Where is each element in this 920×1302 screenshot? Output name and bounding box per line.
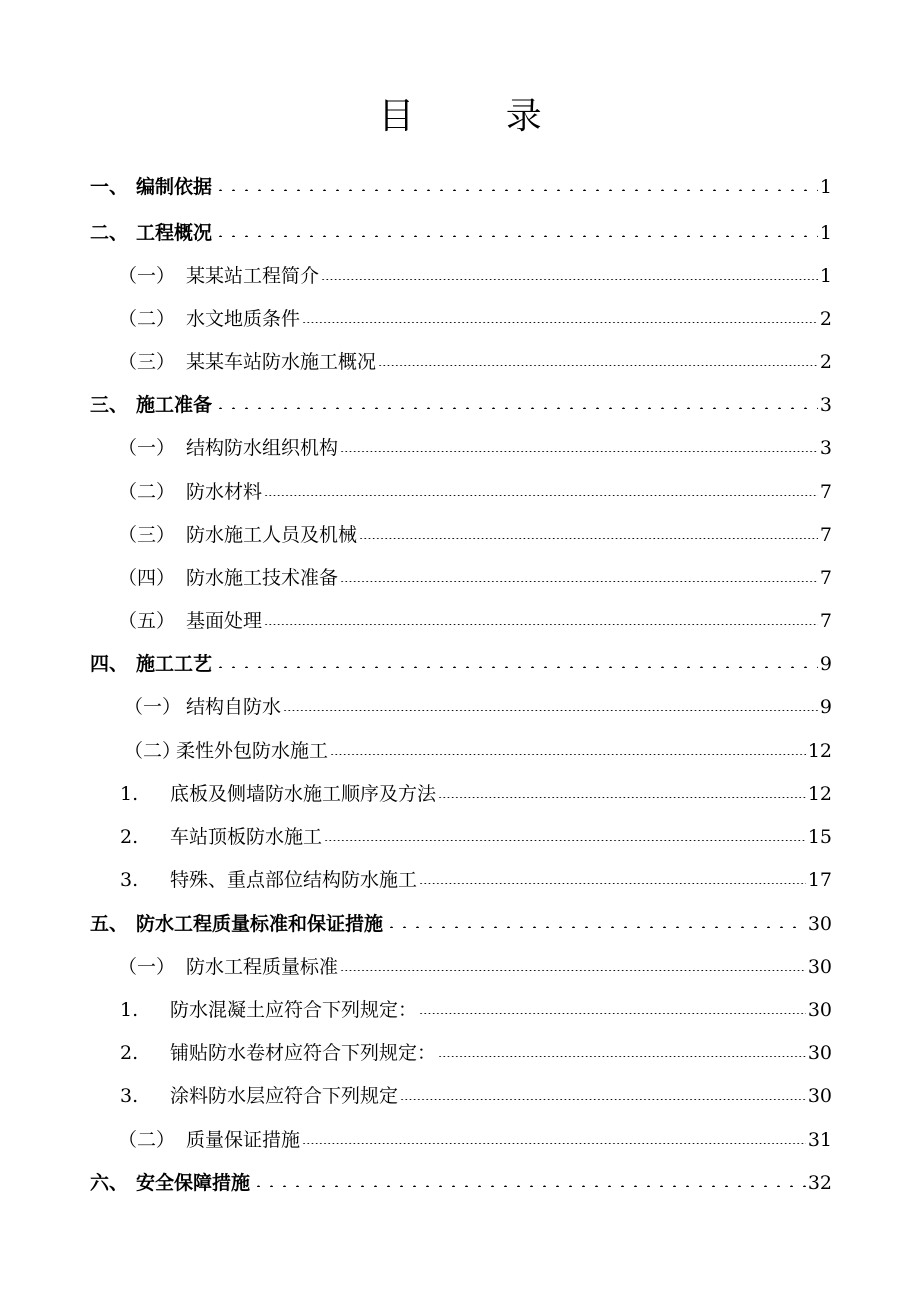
- toc-entry[interactable]: [120, 1081, 832, 1111]
- toc-entry-page: 32: [807, 1172, 832, 1194]
- toc-entry-number: 2.: [120, 1042, 139, 1064]
- toc-entry-title: 结构自防水: [186, 696, 282, 718]
- toc-entry[interactable]: [90, 218, 832, 248]
- toc-entry-page: 7: [819, 524, 832, 546]
- toc-entry-title: 特殊、重点部位结构防水施工: [170, 869, 418, 891]
- toc-entry-number: 1.: [120, 999, 139, 1021]
- toc-dot-leader: [340, 568, 818, 582]
- toc-dot-leader: [214, 177, 818, 191]
- toc-entry-number: 二、: [90, 222, 129, 244]
- toc-entry[interactable]: [118, 952, 832, 982]
- toc-entry-title: 车站顶板防水施工: [170, 826, 323, 848]
- toc-entry[interactable]: [118, 563, 832, 593]
- toc-entry[interactable]: [120, 995, 832, 1025]
- toc-entry[interactable]: [124, 692, 832, 722]
- toc-entry[interactable]: [120, 865, 832, 895]
- toc-dot-leader: [378, 352, 818, 366]
- toc-entry-page: 1: [819, 222, 832, 244]
- toc-entry-page: 3: [819, 394, 832, 416]
- toc-entry[interactable]: [124, 736, 832, 766]
- toc-entry-title: 施工工艺: [136, 653, 213, 675]
- toc-entry-title: 柔性外包防水施工: [176, 740, 329, 762]
- toc-entry[interactable]: [120, 779, 832, 809]
- toc-entry-number: （一）: [118, 265, 176, 287]
- toc-entry-title: 结构防水组织机构: [186, 437, 339, 459]
- toc-entry-number: （二）: [124, 740, 182, 762]
- toc-entry-title: 水文地质条件: [186, 308, 301, 330]
- toc-dot-leader: [324, 827, 806, 841]
- toc-entry-page: 12: [807, 740, 832, 762]
- toc-entry-title: 安全保障措施: [136, 1172, 251, 1194]
- toc-entry[interactable]: [90, 909, 832, 939]
- toc-entry-page: 31: [807, 1129, 832, 1151]
- toc-dot-leader: [264, 482, 818, 496]
- toc-entry-number: （三）: [118, 351, 176, 373]
- toc-entry[interactable]: [120, 1038, 832, 1068]
- toc-entry-page: 17: [807, 869, 832, 891]
- toc-entry-title: 基面处理: [186, 610, 263, 632]
- toc-entry[interactable]: [90, 1168, 832, 1198]
- toc-entry-number: （二）: [118, 308, 176, 330]
- toc-entry-page: 30: [807, 913, 832, 935]
- toc-entry-number: 2.: [120, 826, 139, 848]
- toc-entry[interactable]: [118, 477, 832, 507]
- toc-entry-title: 防水工程质量标准: [186, 956, 339, 978]
- toc-dot-leader: [330, 741, 806, 755]
- toc-entry-title: 某某车站防水施工概况: [186, 351, 377, 373]
- page-title: 目 录: [378, 96, 582, 137]
- toc-entry-title: 质量保证措施: [186, 1129, 301, 1151]
- toc-dot-leader: [252, 1173, 806, 1187]
- toc-entry-number: （四）: [118, 567, 176, 589]
- toc-dot-leader: [302, 1130, 806, 1144]
- toc-entry-title: 某某站工程简介: [186, 265, 320, 287]
- toc-entry-page: 7: [819, 610, 832, 632]
- toc-entry-title: 工程概况: [136, 222, 213, 244]
- toc-dot-leader: [302, 309, 818, 323]
- toc-entry-number: 3.: [120, 869, 139, 891]
- toc-dot-leader: [214, 223, 818, 237]
- toc-entry-page: 30: [807, 956, 832, 978]
- toc-entry-page: 7: [819, 481, 832, 503]
- toc-entry-number: （五）: [118, 610, 176, 632]
- toc-entry-number: （三）: [118, 524, 176, 546]
- toc-entry-page: 30: [807, 999, 832, 1021]
- toc-entry-title: 防水工程质量标准和保证措施: [136, 913, 384, 935]
- toc-entry-page: 12: [807, 783, 832, 805]
- toc-dot-leader: [419, 1000, 806, 1014]
- toc-entry[interactable]: [120, 822, 832, 852]
- toc-entry-number: （二）: [118, 481, 176, 503]
- toc-entry-title: 编制依据: [136, 176, 213, 198]
- toc-entry-page: 3: [819, 437, 832, 459]
- toc-entry-number: （一）: [124, 696, 182, 718]
- toc-dot-leader: [214, 654, 818, 668]
- toc-entry-title: 防水施工人员及机械: [186, 524, 358, 546]
- toc-entry[interactable]: [90, 172, 832, 202]
- toc-entry-number: （二）: [118, 1129, 176, 1151]
- toc-entry-number: （一）: [118, 956, 176, 978]
- toc-entry-number: 3.: [120, 1085, 139, 1107]
- toc-entry-title: 施工准备: [136, 394, 213, 416]
- toc-dot-leader: [419, 870, 806, 884]
- toc-entry-page: 9: [819, 696, 832, 718]
- toc-dot-leader: [264, 611, 818, 625]
- toc-entry[interactable]: [118, 261, 832, 291]
- toc-entry-number: 六、: [90, 1172, 129, 1194]
- toc-entry-number: 三、: [90, 394, 129, 416]
- toc-entry-page: 30: [807, 1085, 832, 1107]
- toc-entry-title: 防水施工技术准备: [186, 567, 339, 589]
- toc-entry-page: 1: [819, 176, 832, 198]
- toc-dot-leader: [438, 784, 806, 798]
- toc-entry-title: 防水混凝土应符合下列规定：: [170, 999, 418, 1021]
- toc-dot-leader: [321, 266, 818, 280]
- toc-entry-title: 涂料防水层应符合下列规定: [170, 1085, 399, 1107]
- toc-entry-page: 7: [819, 567, 832, 589]
- toc-dot-leader: [359, 525, 818, 539]
- toc-entry-page: 1: [819, 265, 832, 287]
- toc-entry-number: 四、: [90, 653, 129, 675]
- toc-entry[interactable]: [90, 390, 832, 420]
- toc-entry-number: （一）: [118, 437, 176, 459]
- toc-entry-page: 9: [819, 653, 832, 675]
- toc-entry-page: 15: [807, 826, 832, 848]
- toc-entry-number: 一、: [90, 176, 129, 198]
- toc-entry-page: 30: [807, 1042, 832, 1064]
- toc-entry-page: 2: [819, 308, 832, 330]
- toc-dot-leader: [385, 914, 806, 928]
- toc-entry-number: 五、: [90, 913, 129, 935]
- toc-entry-page: 2: [819, 351, 832, 373]
- toc-entry[interactable]: [118, 520, 832, 550]
- toc-entry-title: 底板及侧墙防水施工顺序及方法: [170, 783, 437, 805]
- toc-dot-leader: [400, 1086, 806, 1100]
- toc-entry[interactable]: [118, 347, 832, 377]
- toc-entry[interactable]: [118, 433, 832, 463]
- toc-dot-leader: [438, 1043, 806, 1057]
- toc-entry-number: 1.: [120, 783, 139, 805]
- toc-entry-title: 防水材料: [186, 481, 263, 503]
- toc-entry-title: 铺贴防水卷材应符合下列规定：: [170, 1042, 437, 1064]
- toc-entry[interactable]: [118, 606, 832, 636]
- toc-dot-leader: [214, 395, 818, 409]
- toc-dot-leader: [340, 438, 818, 452]
- toc-entry[interactable]: [118, 1125, 832, 1155]
- toc-dot-leader: [283, 697, 818, 711]
- toc-entry[interactable]: [90, 649, 832, 679]
- toc-entry[interactable]: [118, 304, 832, 334]
- toc-dot-leader: [340, 957, 806, 971]
